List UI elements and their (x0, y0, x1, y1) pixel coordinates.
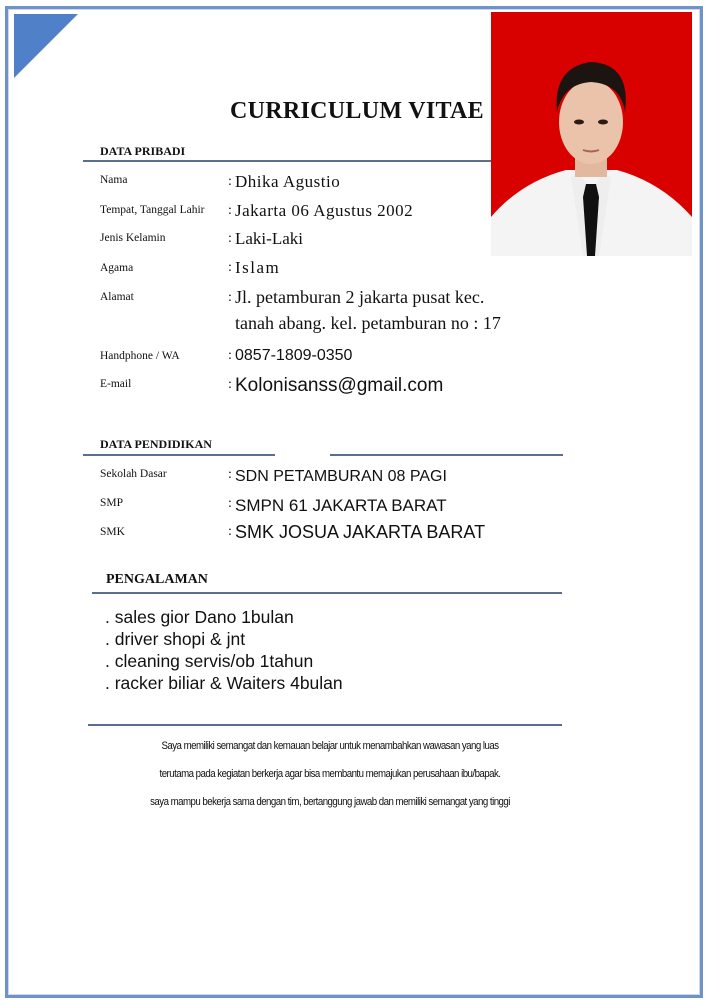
section-heading-data-pribadi: DATA PRIBADI (100, 144, 186, 158)
corner-decoration (14, 14, 78, 78)
value-sekolah-dasar: SDN PETAMBURAN 08 PAGI (235, 468, 447, 485)
label-sekolah-dasar: Sekolah Dasar (100, 468, 167, 480)
value-smp: SMPN 61 JAKARTA BARAT (235, 496, 447, 515)
label-smp: SMP (100, 497, 124, 509)
label-alamat: Alamat (100, 291, 134, 303)
section-heading-pengalaman: PENGALAMAN (106, 572, 208, 587)
value-nama: Dhika Agustio (235, 172, 341, 191)
value-jenis-kelamin: Laki-Laki (235, 229, 303, 248)
profile-photo (491, 12, 692, 256)
label-tempat-tanggal-lahir: Tempat, Tanggal Lahir (100, 204, 205, 216)
value-email: Kolonisanss@gmail.com (235, 375, 444, 396)
label-email: E-mail (100, 378, 132, 390)
experience-item: . cleaning servis/ob 1tahun (105, 651, 314, 671)
value-smk: SMK JOSUA JAKARTA BARAT (235, 522, 486, 542)
divider (92, 592, 562, 594)
divider (88, 724, 562, 726)
label-handphone: Handphone / WA (100, 350, 180, 362)
value-tempat-tanggal-lahir: Jakarta 06 Agustus 2002 (235, 201, 414, 220)
divider (330, 454, 563, 456)
label-agama: Agama (100, 262, 134, 274)
label-smk: SMK (100, 526, 125, 538)
label-nama: Nama (100, 174, 128, 186)
experience-item: . sales gior Dano 1bulan (105, 607, 294, 627)
value-alamat-line2: tanah abang. kel. petamburan no : 17 (235, 313, 501, 333)
experience-item: . racker biliar & Waiters 4bulan (105, 673, 343, 693)
divider (83, 160, 491, 162)
statement-line: terutama pada kegiatan berkerja agar bisa membantu memajukan perusahaan ibu/bapak. (159, 768, 501, 780)
value-agama: Islam (235, 258, 281, 277)
value-alamat-line1: Jl. petamburan 2 jakarta pusat kec. (235, 287, 485, 307)
statement-line: Saya memiliki semangat dan kemauan belajar untuk menambahkan wawasan yang luas (161, 740, 499, 752)
statement-line: saya mampu bekerja sama dengan tim, bertanggung jawab dan memiliki semangat yang tinggi (150, 796, 510, 808)
section-heading-data-pendidikan: DATA PENDIDIKAN (100, 437, 212, 451)
page-title: CURRICULUM VITAE (230, 98, 484, 124)
label-jenis-kelamin: Jenis Kelamin (100, 232, 166, 244)
divider (83, 454, 275, 456)
experience-item: . driver shopi & jnt (105, 629, 246, 649)
value-handphone: 0857-1809-0350 (235, 347, 353, 364)
